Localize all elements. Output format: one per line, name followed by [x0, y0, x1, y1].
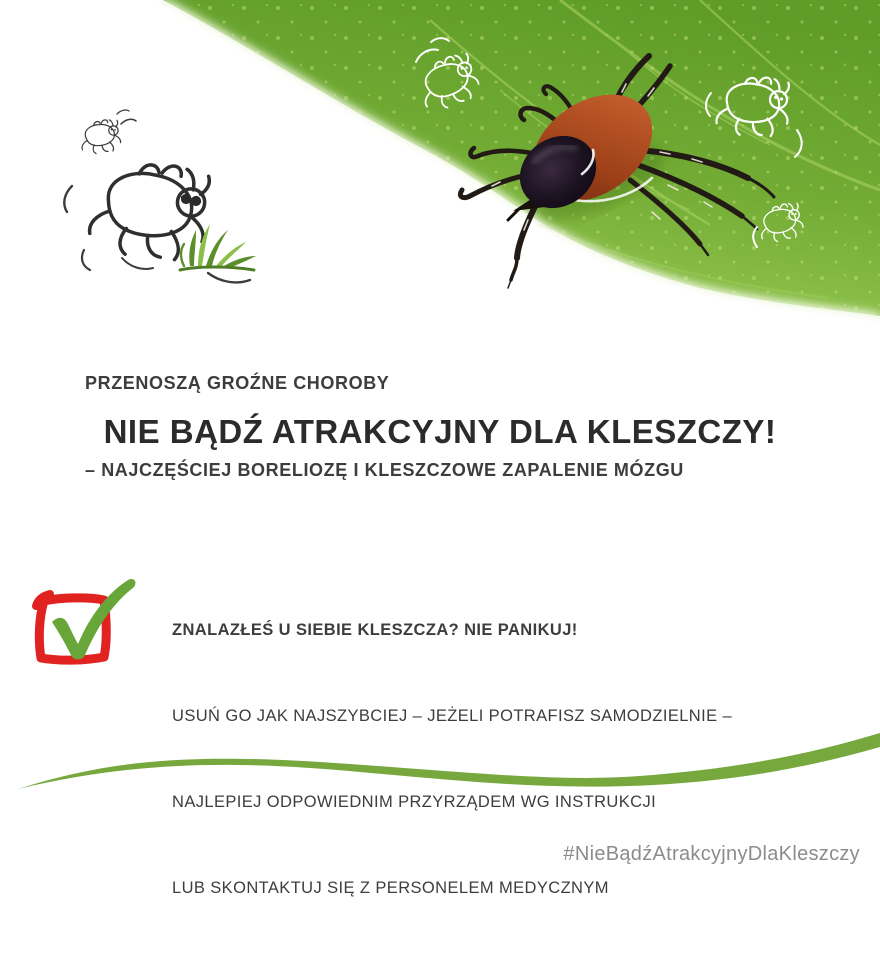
- red-checkbox-green-check-icon: [36, 579, 135, 660]
- running-tick-doodles: [64, 110, 256, 282]
- campaign-hashtag: #NieBądźAtrakcyjnyDlaKleszczy: [563, 843, 860, 865]
- poster-headline: NIE BĄDŹ ATRAKCYJNY DLA KLESZCZY!: [103, 413, 777, 450]
- big-tick-doodle: [86, 153, 214, 267]
- disease-line-2: – NAJCZĘŚCIEJ BORELIOZĘ I KLESZCZOWE ZAPALENIE MÓZGU: [85, 460, 684, 480]
- check-mark: [52, 579, 135, 660]
- advice-line-1: USUŃ GO JAK NAJSZYBCIEJ – JEŻELI POTRAFISZ SAMODZIELNIE –: [172, 706, 733, 725]
- grass-doodle: [180, 224, 256, 270]
- small-tick-doodle: [80, 119, 122, 155]
- advice-title: ZNALAZŁEŚ U SIEBIE KLESZCZA? NIE PANIKUJ!: [172, 621, 578, 640]
- advice-line-2: NAJLEPIEJ ODPOWIEDNIM PRZYRZĄDEM WG INSTRUKCJI: [172, 792, 657, 811]
- green-leaf-photo: [160, 0, 880, 322]
- advice-line-3: LUB SKONTAKTUJ SIĘ Z PERSONELEM MEDYCZNYM: [172, 878, 609, 897]
- advice-paragraph: [172, 559, 732, 959]
- disease-line-1: PRZENOSZĄ GROŹNE CHOROBY: [85, 373, 390, 393]
